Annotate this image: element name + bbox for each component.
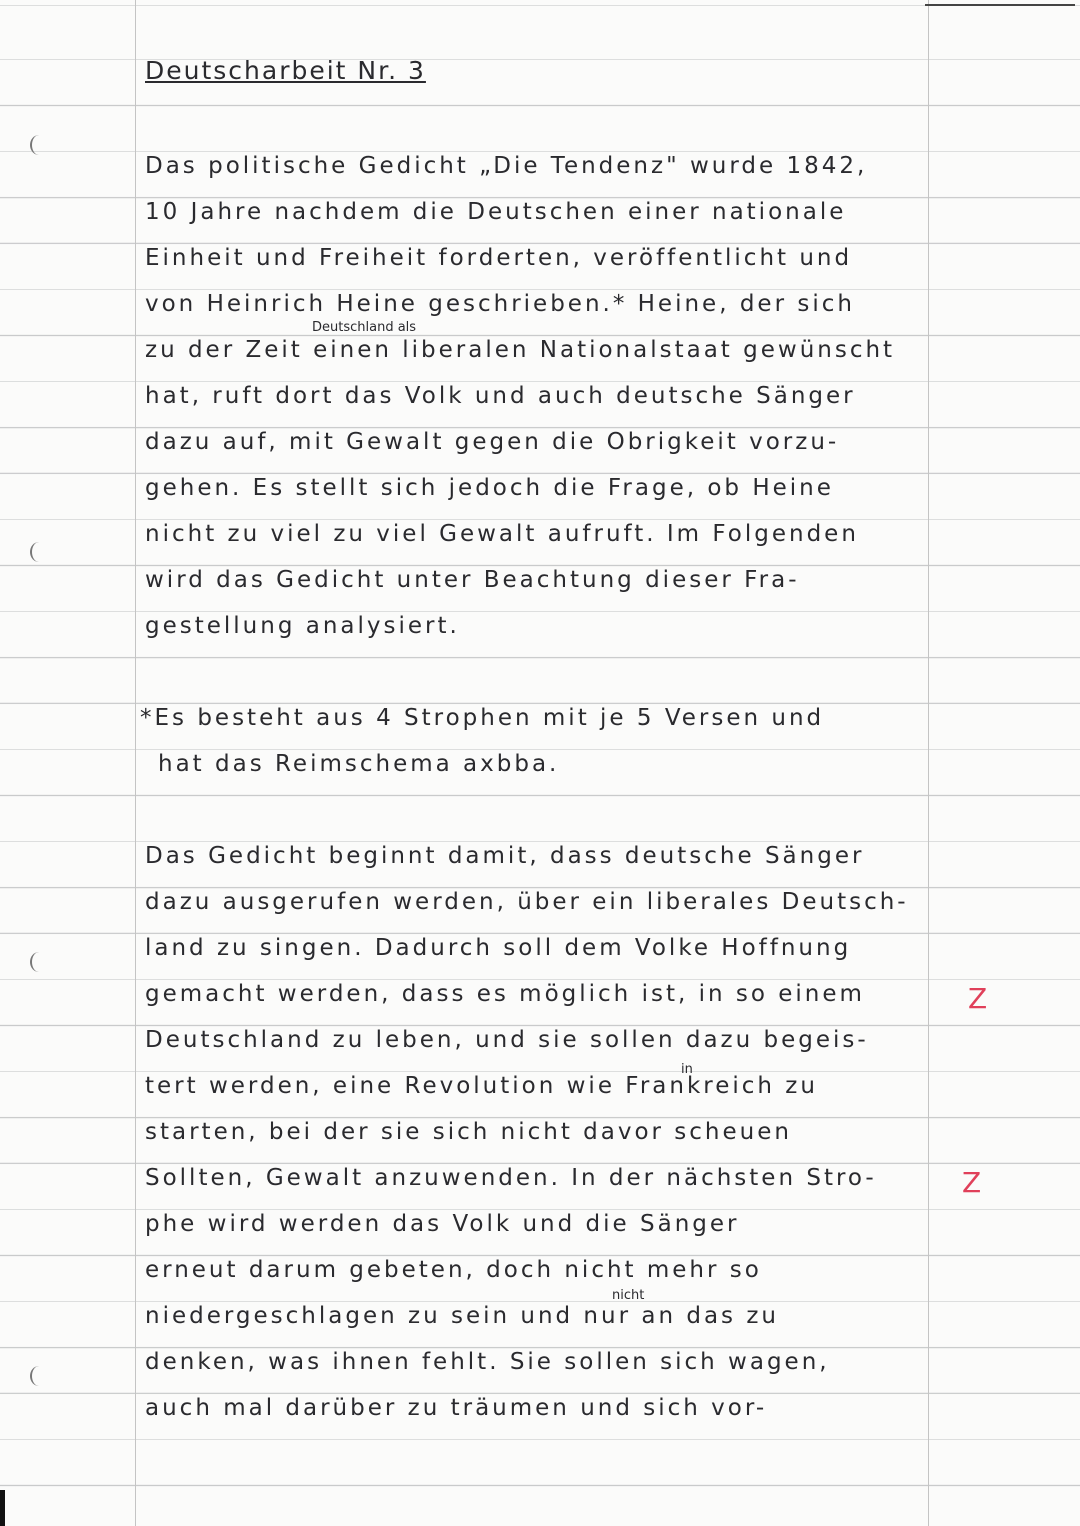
text-line: Einheit und Freiheit forderten, veröffentlicht und [145,245,853,271]
text-line: dazu ausgerufen werden, über ein liberales Deutsch- [145,889,909,915]
text-line: 10 Jahre nachdem die Deutschen einer nationale [145,199,847,225]
punch-hole [30,952,48,972]
text-line: gehen. Es stellt sich jedoch die Frage, ob Heine [145,475,834,501]
document-title: Deutscharbeit Nr. 3 [145,56,426,85]
insertion-note: Deutschland als [312,320,417,335]
insertion-note: in [681,1062,693,1077]
text-line: Das Gedicht beginnt damit, dass deutsche Sänger [145,843,865,869]
right-margin-line [928,0,929,1526]
text-line: land zu singen. Dadurch soll dem Volke Hoffnung [145,935,852,961]
punch-hole [30,1366,48,1386]
text-line: zu der Zeit einen liberalen Nationalstaat gewünscht [145,337,896,363]
text-line: von Heinrich Heine geschrieben.* Heine, der sich [145,291,855,317]
punch-hole [30,542,48,562]
punch-hole [30,135,48,155]
text-line: Sollten, Gewalt anzuwenden. In der nächsten Stro- [145,1165,877,1191]
text-line: dazu auf, mit Gewalt gegen die Obrigkeit vorzu- [145,429,840,455]
text-line: Deutschland zu leben, und sie sollen dazu begeis- [145,1027,869,1053]
text-line: starten, bei der sie sich nicht davor scheuen [145,1119,792,1145]
text-line: hat das Reimschema axbba. [158,751,560,777]
text-line: Das politische Gedicht „Die Tendenz" wurde 1842, [145,153,868,179]
insertion-note: nicht [612,1288,645,1303]
text-line: wird das Gedicht unter Beachtung dieser Fra- [145,567,800,593]
text-line: hat, ruft dort das Volk und auch deutsche Sänger [145,383,856,409]
text-line: denken, was ihnen fehlt. Sie sollen sich wagen, [145,1349,830,1375]
text-line: phe wird werden das Volk und die Sänger [145,1211,740,1237]
top-rule [925,4,1075,6]
text-line: *Es besteht aus 4 Strophen mit je 5 Versen und [140,705,825,731]
correction-mark: Z [968,982,988,1015]
text-line: tert werden, eine Revolution wie Frankreich zu [145,1073,818,1099]
text-line: erneut darum gebeten, doch nicht mehr so [145,1257,762,1283]
text-line: niedergeschlagen zu sein und nur an das zu [145,1303,779,1329]
text-line: nicht zu viel zu viel Gewalt aufruft. Im Folgenden [145,521,859,547]
correction-mark: Z [962,1166,982,1199]
scan-edge [0,1490,5,1526]
left-margin-line [135,0,136,1526]
text-line: auch mal darüber zu träumen und sich vor- [145,1395,768,1421]
text-line: gemacht werden, dass es möglich ist, in so einem [145,981,865,1007]
text-line: gestellung analysiert. [145,613,460,639]
